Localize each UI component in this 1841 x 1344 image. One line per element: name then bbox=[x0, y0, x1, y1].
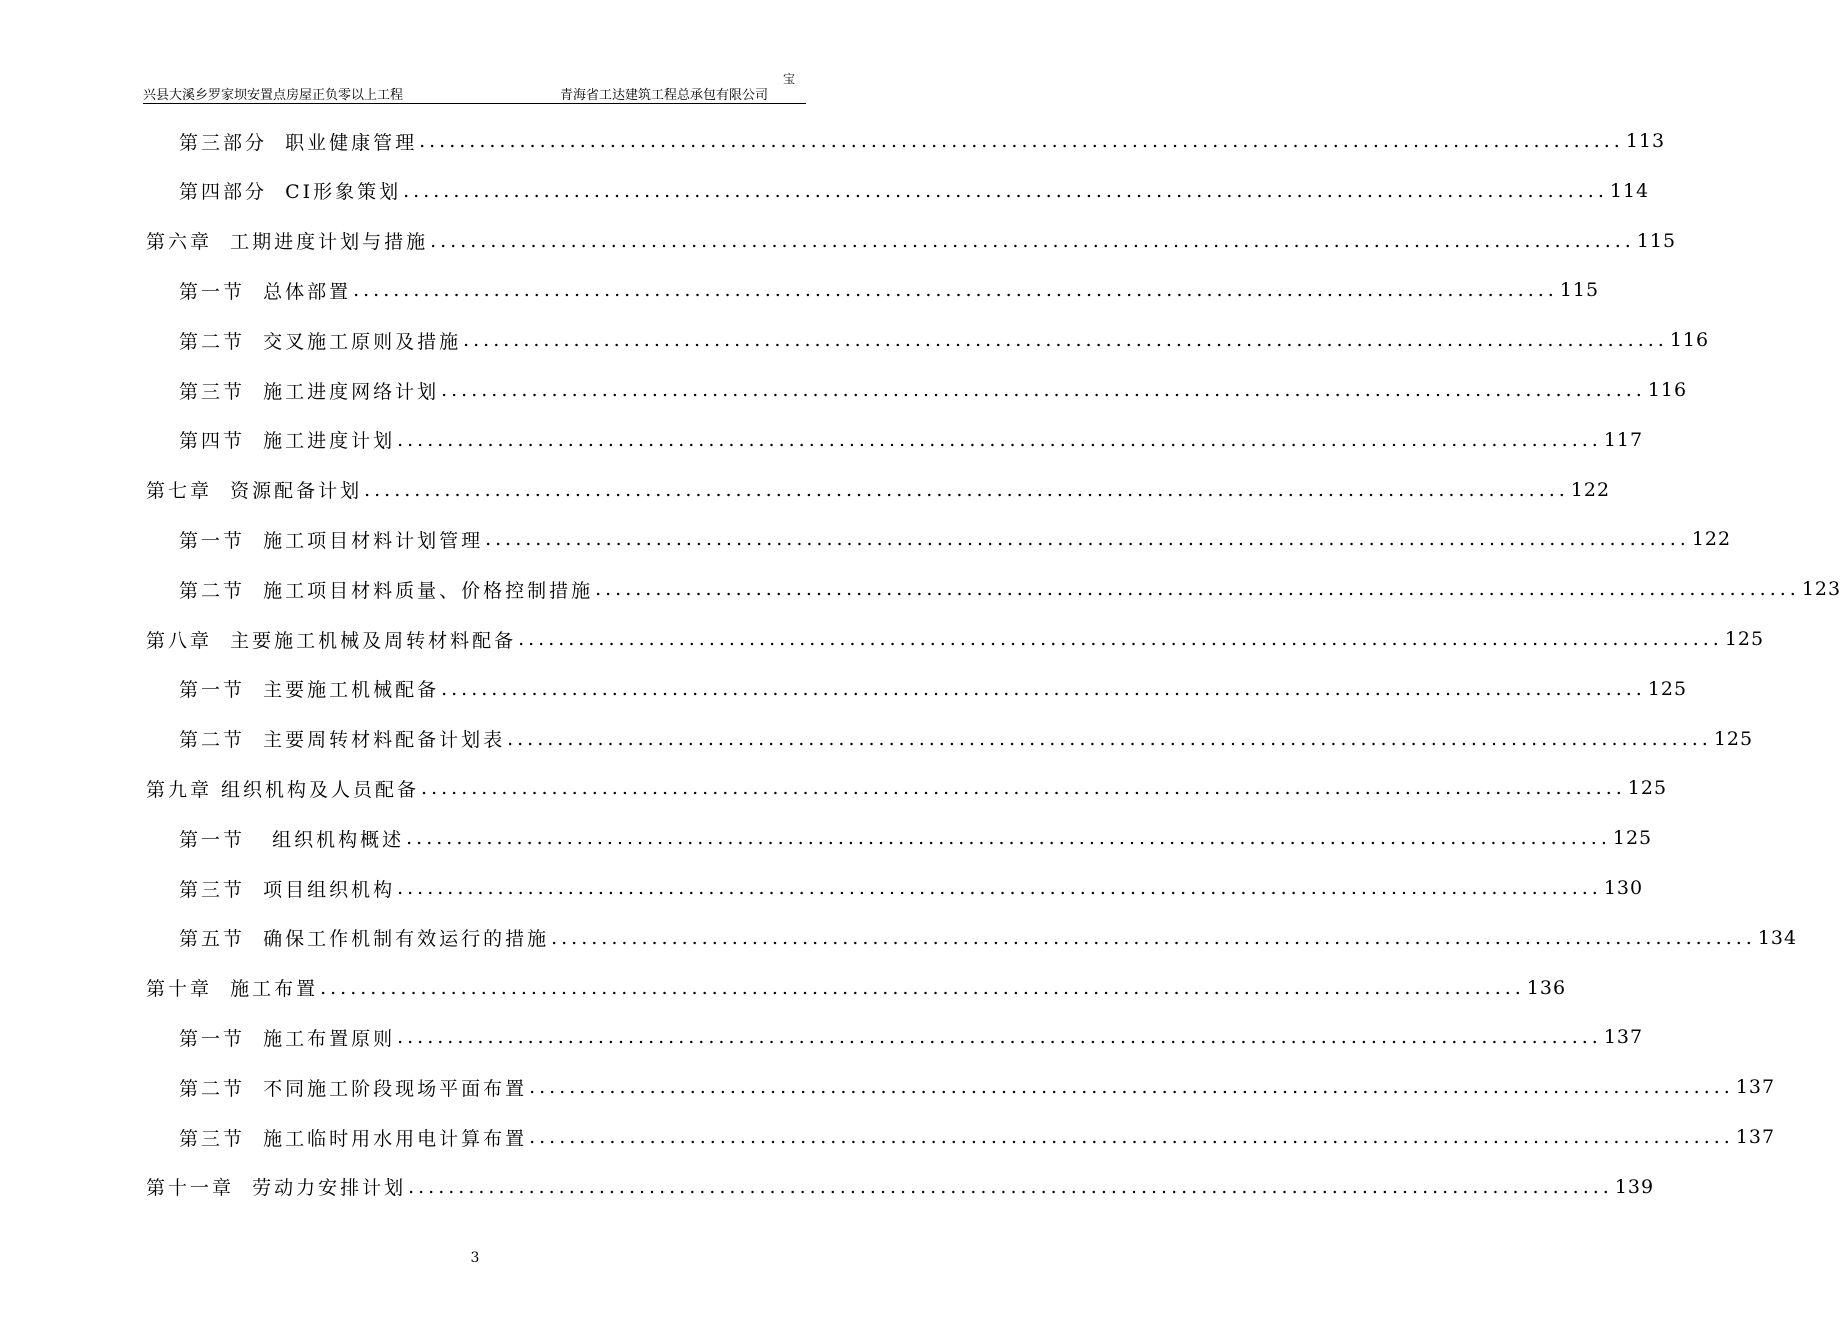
toc-entry[interactable] bbox=[179, 275, 1600, 305]
toc-entry-title: 第二节 交叉施工原则及措施 bbox=[179, 330, 462, 353]
toc-dot-leader: ........................................................................................................................ bbox=[320, 976, 1525, 999]
toc-entry[interactable] bbox=[146, 773, 1668, 803]
toc-dot-leader: ........................................................................................................................ bbox=[408, 1175, 1613, 1198]
toc-entry-title: 第十章 施工布置 bbox=[146, 978, 319, 1001]
toc-dot-leader: ........................................................................................................................ bbox=[364, 478, 1569, 501]
toc-dot-leader: ........................................................................................................................ bbox=[421, 777, 1626, 800]
toc-entry-title: 第五节 确保工作机制有效运行的措施 bbox=[179, 928, 550, 951]
toc-entry[interactable] bbox=[179, 1072, 1776, 1102]
toc-entry-title: 第三节 施工临时用水用电计算布置 bbox=[179, 1127, 528, 1150]
toc-entry-title: 第十一章 劳动力安排计划 bbox=[146, 1177, 407, 1200]
toc-entry-page: 125 bbox=[1724, 628, 1765, 650]
toc-entry-title: 第六章 工期进度计划与措施 bbox=[146, 231, 429, 254]
toc-entry-page: 125 bbox=[1627, 777, 1668, 800]
toc-dot-leader: ........................................................................................................................ bbox=[406, 827, 1611, 850]
toc-entry-title: 第九章 组织机构及人员配备 bbox=[146, 778, 420, 801]
toc-dot-leader: ........................................................................................................................ bbox=[397, 428, 1602, 451]
toc-entry[interactable] bbox=[179, 674, 1688, 704]
toc-dot-leader: ........................................................................................................................ bbox=[507, 727, 1712, 750]
toc-dot-leader: ........................................................................................................................ bbox=[529, 1076, 1734, 1099]
toc-entry-title: 第二节 不同施工阶段现场平面布置 bbox=[179, 1077, 528, 1100]
toc-dot-leader: ........................................................................................................................ bbox=[529, 1126, 1734, 1148]
toc-entry-title: 第三部分 职业健康管理 bbox=[179, 131, 418, 154]
toc-entry[interactable] bbox=[179, 1022, 1644, 1052]
toc-entry-title: 第四部分 CI形象策划 bbox=[179, 181, 402, 204]
page-header bbox=[143, 84, 806, 103]
toc-dot-leader: ........................................................................................................................ bbox=[397, 877, 1602, 899]
toc-entry-page: 122 bbox=[1691, 528, 1732, 551]
toc-entry-title: 第一节 施工布置原则 bbox=[179, 1027, 396, 1050]
toc-entry-page: 137 bbox=[1735, 1076, 1776, 1099]
toc-dot-leader: ........................................................................................................................ bbox=[441, 677, 1646, 700]
toc-entry-title: 第二节 主要周转材料配备计划表 bbox=[179, 729, 506, 752]
toc-entry-page: 123 bbox=[1801, 578, 1841, 601]
toc-dot-leader: ........................................................................................................................ bbox=[403, 179, 1608, 202]
toc-entry-page: 136 bbox=[1526, 976, 1567, 999]
toc-entry-page: 139 bbox=[1614, 1175, 1655, 1198]
toc-entry-title: 第八章 主要施工机械及周转材料配备 bbox=[146, 629, 517, 652]
toc-entry-page: 117 bbox=[1603, 428, 1644, 451]
toc-dot-leader: ........................................................................................................................ bbox=[353, 279, 1558, 302]
toc-entry-page: 116 bbox=[1669, 329, 1710, 352]
toc-entry[interactable] bbox=[146, 624, 1765, 654]
toc-dot-leader: ........................................................................................................................ bbox=[551, 926, 1756, 949]
toc-dot-leader: ........................................................................................................................ bbox=[595, 578, 1800, 601]
toc-entry-page: 122 bbox=[1570, 478, 1611, 501]
corner-mark: 宝 bbox=[783, 72, 796, 86]
header-company-name: 青海省工达建筑工程总承包有限公司 bbox=[559, 88, 768, 103]
toc-entry[interactable] bbox=[179, 176, 1650, 206]
toc-entry-title: 第一节 施工项目材料计划管理 bbox=[179, 529, 484, 552]
page-number: 3 bbox=[470, 1250, 480, 1266]
toc-entry[interactable] bbox=[179, 425, 1644, 455]
toc-dot-leader: ........................................................................................................................ bbox=[419, 130, 1624, 152]
toc-entry-title: 第三节 施工进度网络计划 bbox=[179, 380, 440, 403]
toc-entry-title: 第七章 资源配备计划 bbox=[146, 480, 363, 503]
toc-entry[interactable] bbox=[179, 375, 1688, 405]
toc-dot-leader: ........................................................................................................................ bbox=[441, 379, 1646, 401]
toc-entry-title: 第一节 主要施工机械配备 bbox=[179, 679, 440, 702]
toc-entry-page: 116 bbox=[1647, 379, 1688, 401]
toc-entry[interactable] bbox=[179, 524, 1732, 554]
toc-entry-page: 114 bbox=[1609, 179, 1650, 202]
toc-entry-page: 125 bbox=[1612, 827, 1653, 850]
toc-entry-title: 第四节 施工进度计划 bbox=[179, 430, 396, 453]
toc-entry[interactable] bbox=[179, 724, 1754, 754]
toc-entry-page: 115 bbox=[1559, 279, 1600, 302]
toc-entry[interactable] bbox=[179, 1122, 1776, 1152]
toc-entry[interactable] bbox=[179, 823, 1653, 853]
toc-entry[interactable] bbox=[179, 923, 1798, 953]
toc-entry[interactable] bbox=[179, 325, 1710, 355]
toc-entry-page: 130 bbox=[1603, 877, 1644, 899]
header-rule bbox=[143, 103, 806, 104]
toc-entry-title: 第一节 总体部置 bbox=[179, 280, 352, 303]
toc-entry[interactable] bbox=[179, 873, 1644, 903]
toc-dot-leader: ........................................................................................................................ bbox=[430, 229, 1635, 252]
toc-entry[interactable] bbox=[146, 226, 1677, 256]
toc-entry-page: 137 bbox=[1603, 1026, 1644, 1049]
toc-dot-leader: ........................................................................................................................ bbox=[485, 528, 1690, 551]
toc-entry-page: 125 bbox=[1647, 677, 1688, 700]
toc-dot-leader: ........................................................................................................................ bbox=[518, 628, 1723, 650]
toc-entry[interactable] bbox=[179, 574, 1841, 604]
toc-entry-page: 125 bbox=[1713, 727, 1754, 750]
toc-entry[interactable] bbox=[146, 475, 1611, 505]
toc-entry[interactable] bbox=[146, 1172, 1655, 1202]
toc-dot-leader: ........................................................................................................................ bbox=[463, 329, 1668, 352]
toc-entry[interactable] bbox=[146, 973, 1567, 1003]
toc-entry-title: 第一节 组织机构概述 bbox=[179, 828, 405, 851]
toc-entry-page: 137 bbox=[1735, 1126, 1776, 1148]
toc-entry-title: 第三节 项目组织机构 bbox=[179, 878, 396, 901]
toc-entry[interactable] bbox=[179, 126, 1666, 156]
toc-entry-page: 134 bbox=[1757, 926, 1798, 949]
toc-dot-leader: ........................................................................................................................ bbox=[397, 1026, 1602, 1049]
header-project-title: 兴县大溪乡罗家坝安置点房屋正负零以上工程 bbox=[143, 88, 404, 103]
toc-entry-page: 115 bbox=[1636, 229, 1677, 252]
toc-entry-page: 113 bbox=[1625, 130, 1666, 152]
toc-entry-title: 第二节 施工项目材料质量、价格控制措施 bbox=[179, 579, 594, 602]
